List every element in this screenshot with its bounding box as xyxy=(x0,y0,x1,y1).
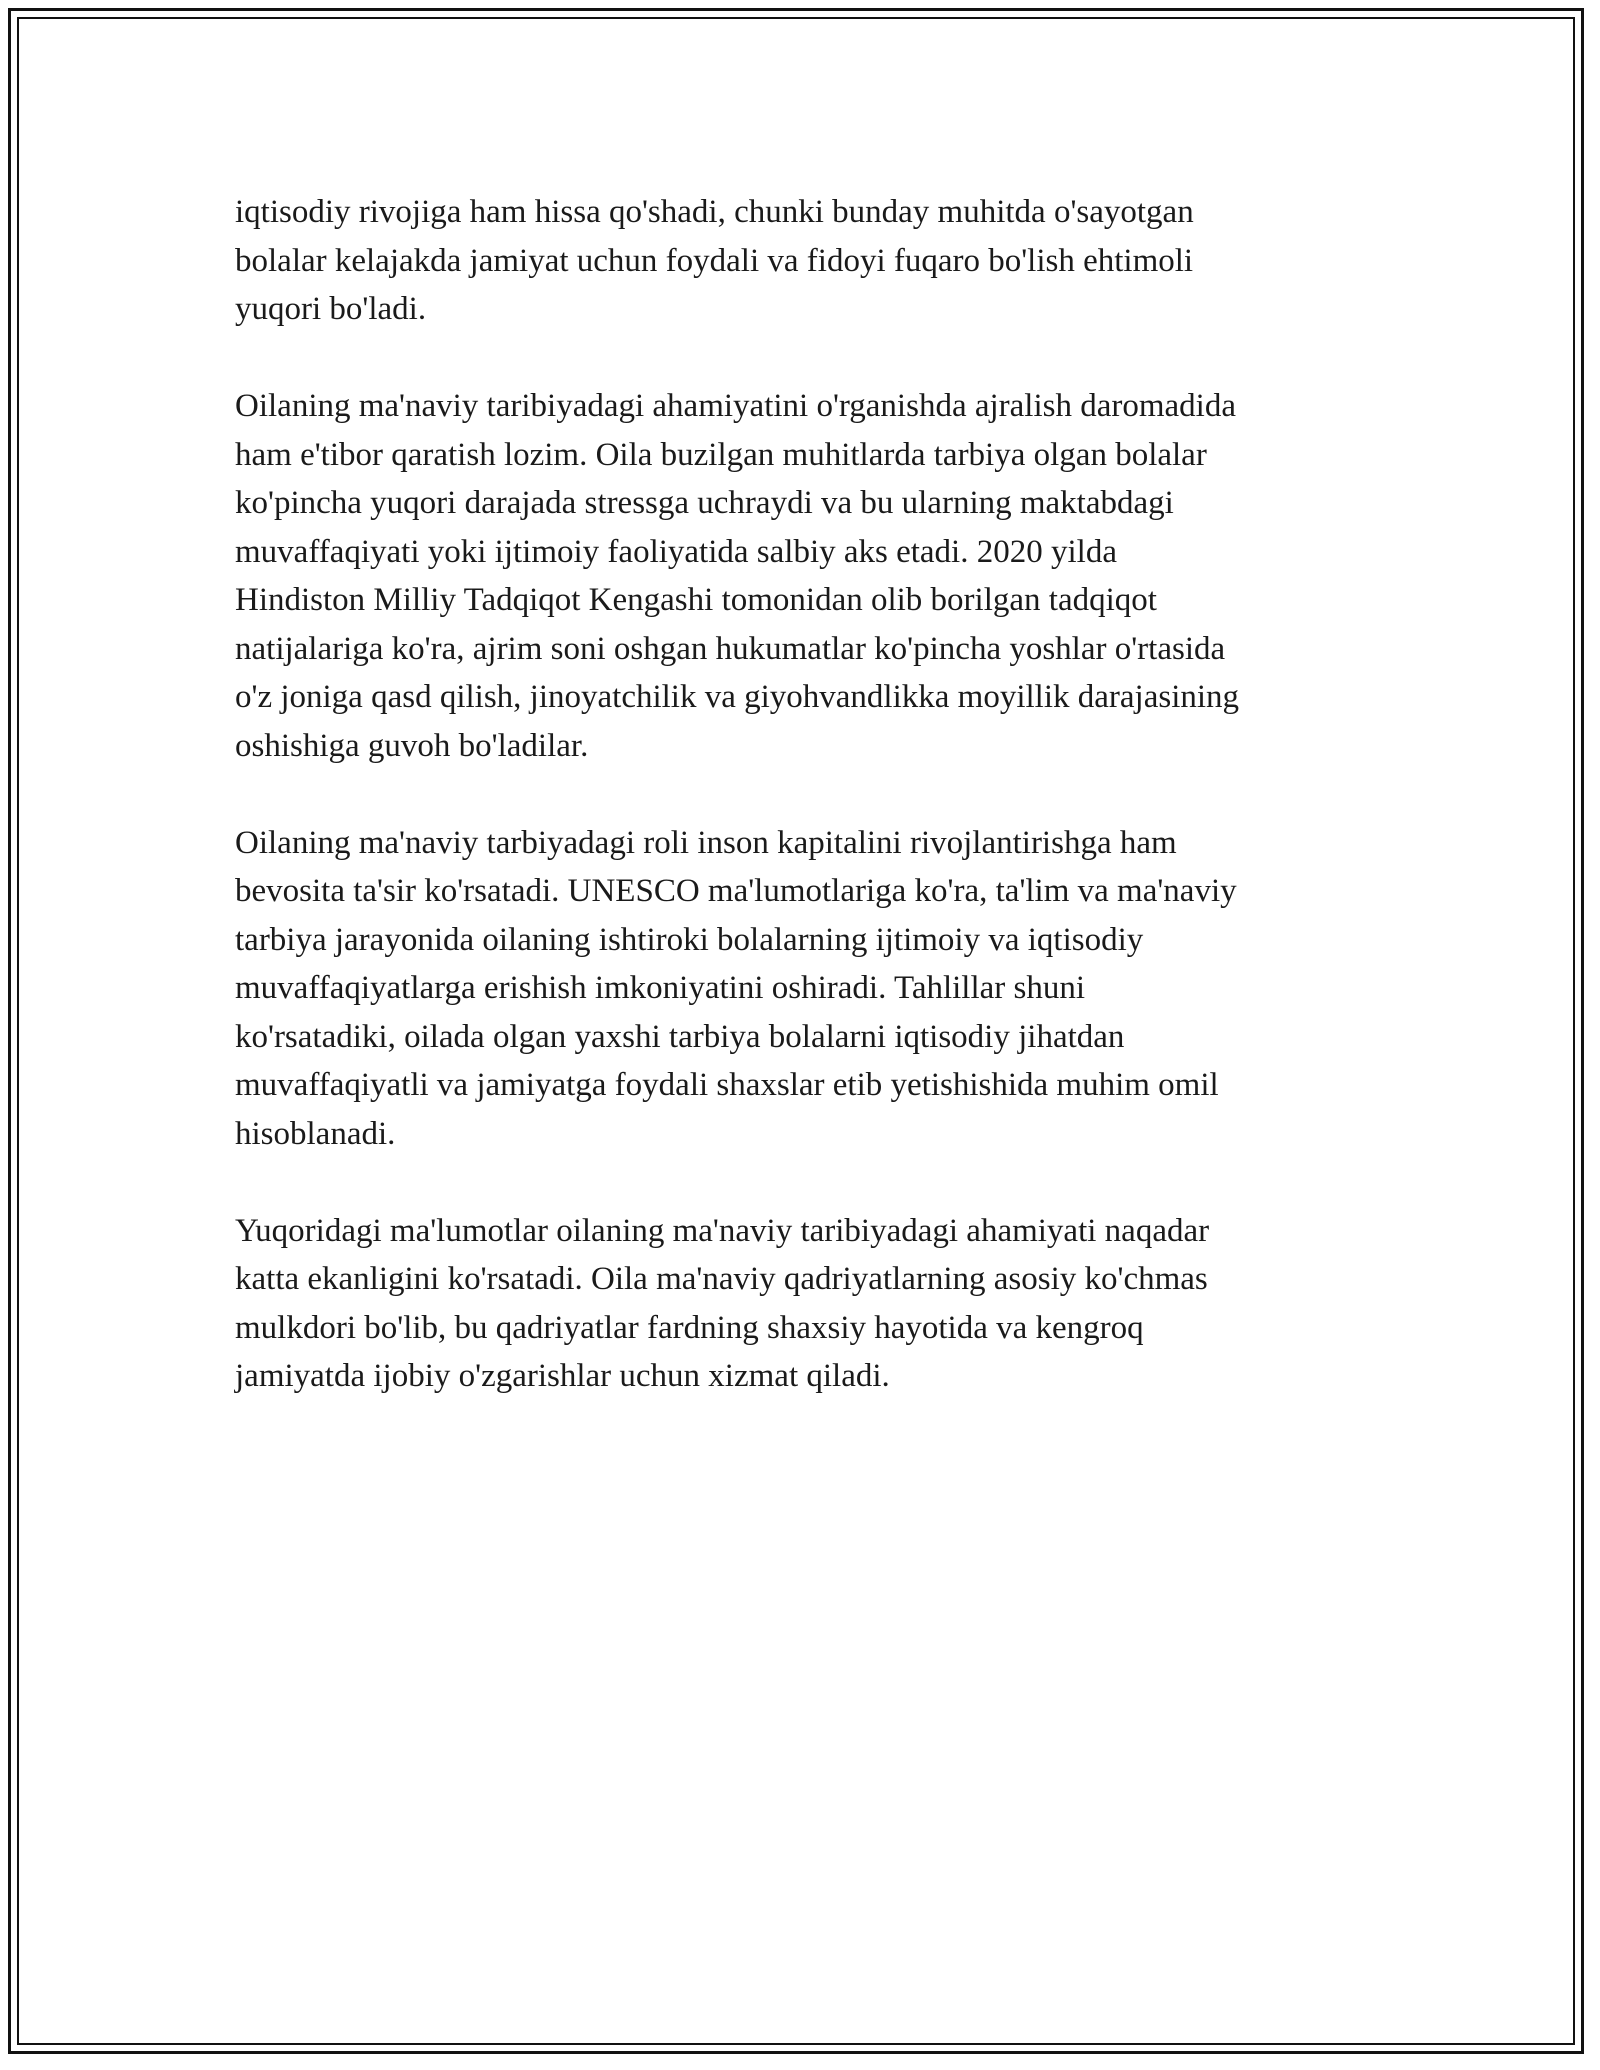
text-line: Hindiston Milliy Tadqiqot Kengashi tomonidan olib borilgan tadqiqot xyxy=(235,582,1157,618)
paragraph-2 xyxy=(235,382,1365,770)
text-line: Oilaning ma'naviy tarbiyadagi roli inson kapitalini rivojlantirishga ham xyxy=(235,824,1177,861)
text-line: hisoblanadi. xyxy=(235,1115,396,1152)
text-line: ham e'tibor qaratish lozim. Oila buzilgan muhitlarda tarbiya olgan bolalar xyxy=(235,436,1207,473)
document-body xyxy=(235,188,1365,1449)
text-line: muvaffaqiyatli va jamiyatga foydali shaxslar etib yetishishida muhim omil xyxy=(235,1067,1219,1103)
text-line: Oilaning ma'naviy taribiyadagi ahamiyatini o'rganishda ajralish daromadida xyxy=(235,388,1236,424)
text-line: katta ekanligini ko'rsatadi. Oila ma'naviy qadriyatlarning asosiy ko'chmas xyxy=(235,1261,1208,1297)
paragraph-3 xyxy=(235,819,1365,1159)
text-line: o'z joniga qasd qilish, jinoyatchilik va giyohvandlikka moyillik darajasining xyxy=(235,679,1240,715)
text-line: natijalariga ko'ra, ajrim soni oshgan hukumatlar ko'pincha yoshlar o'rtasida xyxy=(235,630,1226,667)
paragraph-4 xyxy=(235,1207,1365,1401)
text-line: jamiyatda ijobiy o'zgarishlar uchun xizmat qiladi. xyxy=(235,1358,890,1394)
text-line: muvaffaqiyatlarga erishish imkoniyatini oshiradi. Tahlillar shuni xyxy=(235,970,1086,1006)
text-line: Yuqoridagi ma'lumotlar oilaning ma'naviy taribiyadagi ahamiyati naqadar xyxy=(235,1212,1210,1249)
text-line: yuqori bo'ladi. xyxy=(235,291,427,327)
text-line: tarbiya jarayonida oilaning ishtiroki bolalarning ijtimoiy va iqtisodiy xyxy=(235,921,1144,958)
text-line: ko'pincha yuqori darajada stressga uchraydi va bu ularning maktabdagi xyxy=(235,485,1174,521)
text-line: bolalar kelajakda jamiyat uchun foydali va fidoyi fuqaro bo'lish ehtimoli xyxy=(235,242,1194,279)
text-line: bevosita ta'sir ko'rsatadi. UNESCO ma'lumotlariga ko'ra, ta'lim va ma'naviy xyxy=(235,873,1237,909)
text-line: muvaffaqiyati yoki ijtimoiy faoliyatida salbiy aks etadi. 2020 yilda xyxy=(235,533,1117,570)
text-line: mulkdori bo'lib, bu qadriyatlar fardning shaxsiy hayotida va kengroq xyxy=(235,1309,1144,1346)
paragraph-1 xyxy=(235,188,1365,334)
text-line: ko'rsatadiki, oilada olgan yaxshi tarbiya bolalarni iqtisodiy jihatdan xyxy=(235,1018,1125,1055)
text-line: oshishiga guvoh bo'ladilar. xyxy=(235,727,589,764)
text-line: iqtisodiy rivojiga ham hissa qo'shadi, chunki bunday muhitda o'sayotgan xyxy=(235,194,1194,230)
